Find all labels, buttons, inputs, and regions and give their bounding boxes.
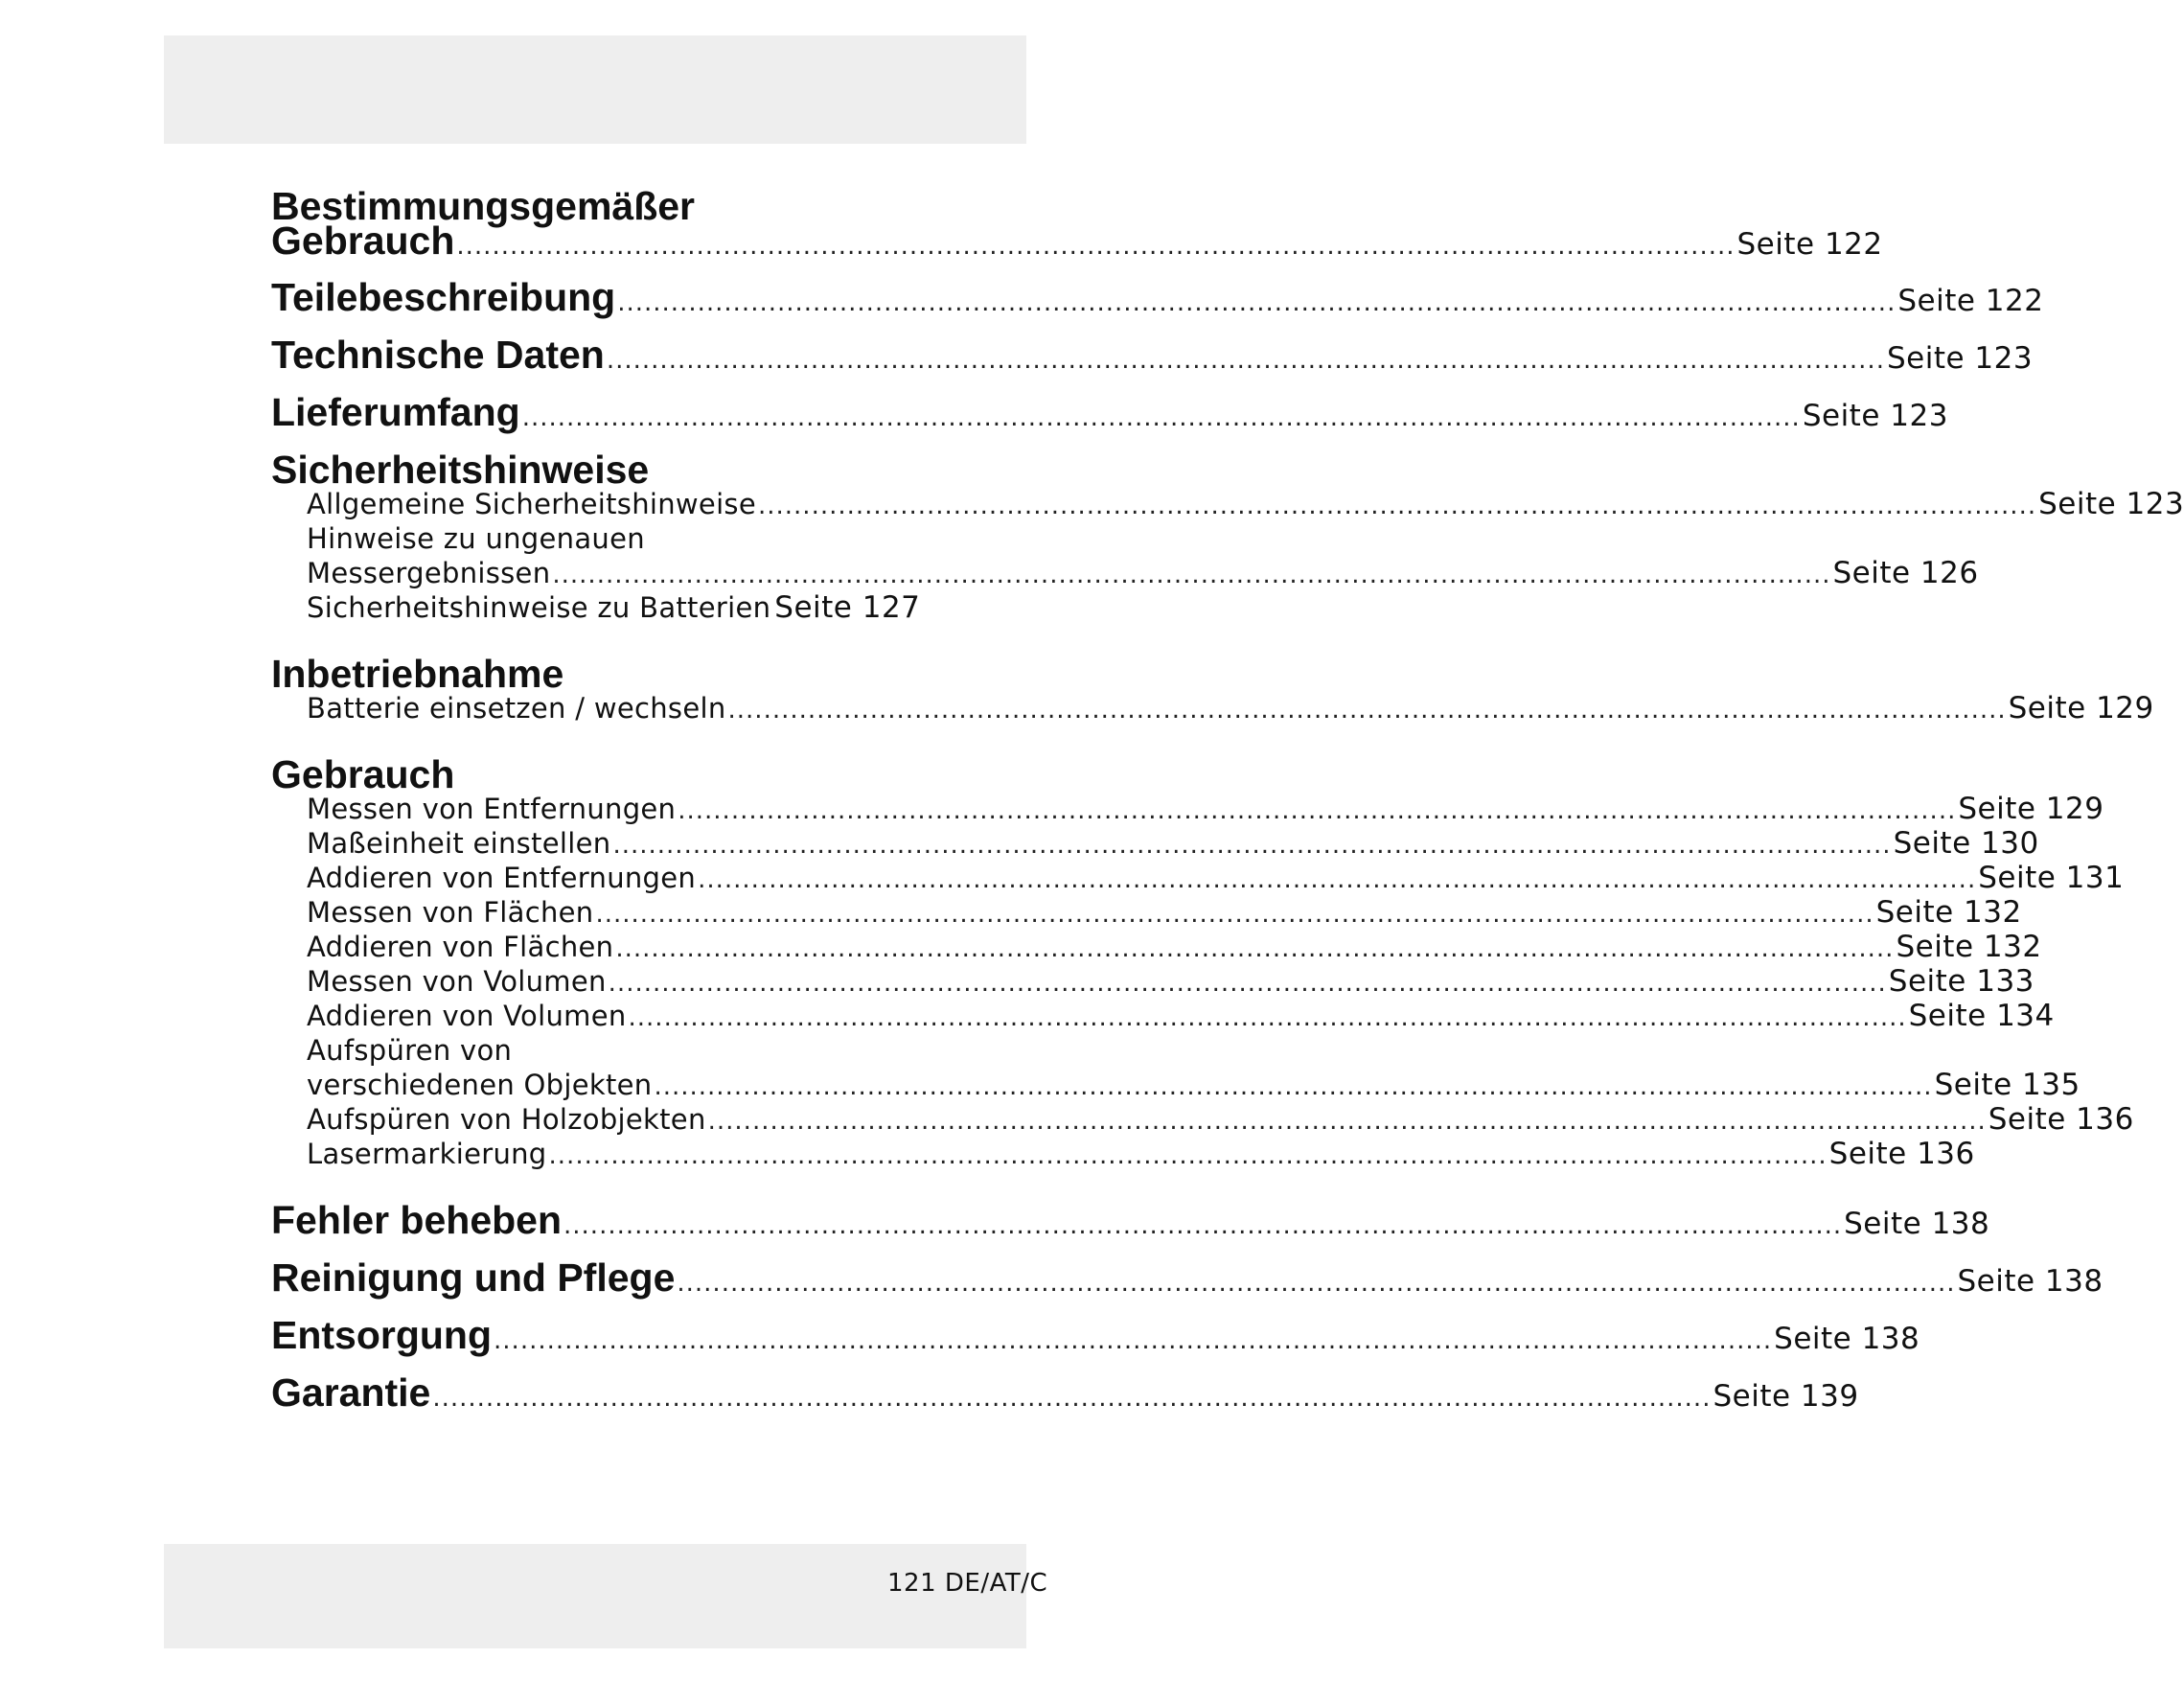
section-heading: Sicherheitshinweise: [271, 448, 650, 492]
subsection-entry: [307, 556, 1979, 590]
subsection-list: [307, 487, 2184, 625]
section-heading: Inbetriebnahme: [271, 652, 564, 696]
toc-section-gebrauch: [271, 184, 1883, 263]
section-heading: Reinigung und Pflege: [271, 1255, 676, 1300]
subsection-label: Addieren von Volumen: [307, 1000, 627, 1032]
subsection-entry: [307, 1068, 2081, 1102]
table-of-contents: [271, 184, 2184, 1415]
dot-leader: [678, 796, 1956, 825]
subsection-entry: [307, 964, 2035, 999]
section-heading-row: [271, 390, 1948, 434]
subsection-label: Sicherheitshinweise zu Batterien: [307, 591, 771, 624]
section-heading: Technische Daten: [271, 333, 605, 377]
subsection-label-line: Hinweise zu ungenauen: [307, 522, 645, 555]
subsection-label: Lasermarkierung: [307, 1138, 547, 1170]
subsection-entry: [307, 1137, 1975, 1171]
toc-section-entsorgung: [271, 1313, 1920, 1357]
page-reference: Seite 123: [2038, 487, 2184, 521]
section-heading-row: [271, 752, 913, 796]
subsection-label: Addieren von Entfernungen: [307, 862, 697, 894]
toc-section-garantie: [271, 1370, 1859, 1415]
dot-leader: [522, 403, 1801, 432]
subsection-label: Messen von Volumen: [307, 965, 607, 998]
subsection-list: [307, 691, 2154, 725]
toc-section-reinigung-und-pflege: [271, 1255, 2104, 1300]
page-number-label: 121 DE/AT/C: [887, 1569, 1048, 1598]
dot-leader: [677, 1269, 1955, 1298]
dot-leader: [708, 1107, 1987, 1136]
dot-leader: [432, 1384, 1711, 1413]
subsection-entry: [307, 999, 2055, 1033]
dot-leader: [615, 934, 1894, 963]
section-heading-row: [271, 1313, 1920, 1357]
page-reference: Seite 138: [1957, 1264, 2104, 1299]
page-reference: Seite 130: [1893, 826, 2039, 861]
subsection-label: Batterie einsetzen / wechseln: [307, 692, 726, 725]
dot-leader: [617, 288, 1896, 317]
subsection-label: Messen von Flächen: [307, 896, 594, 929]
dot-leader: [654, 1072, 1932, 1101]
page-reference: Seite 131: [1978, 861, 2125, 895]
section-heading: Lieferumfang: [271, 390, 520, 434]
dot-leader: [607, 346, 1885, 375]
section-heading: Bestimmungsgemäßer: [271, 184, 696, 228]
section-heading: Entsorgung: [271, 1313, 493, 1357]
dot-leader: [456, 232, 1735, 261]
section-heading-row: [271, 333, 2034, 377]
page-reference: Seite 139: [1713, 1379, 1859, 1414]
section-heading-row: [271, 1198, 1990, 1242]
subsection-label: Addieren von Flächen: [307, 931, 614, 963]
dot-leader: [728, 696, 2007, 725]
dot-leader: [552, 561, 1830, 589]
toc-section-inbetriebnahme: [271, 652, 2154, 725]
subsection-label: Maßeinheit einstellen: [307, 827, 611, 860]
page-reference: Seite 126: [1832, 556, 1979, 590]
dot-leader: [595, 900, 1874, 929]
page-reference: Seite 134: [1908, 999, 2055, 1033]
section-heading: Teilebeschreibung: [271, 275, 616, 319]
subsection-entry: [307, 590, 921, 625]
page-reference: Seite 127: [774, 590, 921, 625]
section-heading: Fehler beheben: [271, 1198, 563, 1242]
dot-leader: [629, 1003, 1907, 1032]
toc-section-teilebeschreibung: [271, 275, 2044, 319]
subsection-entry: [307, 1102, 2134, 1137]
toc-section-lieferumfang: [271, 390, 1948, 434]
section-heading-row: [271, 1370, 1859, 1415]
dot-leader: [758, 492, 2036, 520]
section-heading: Garantie: [271, 1370, 431, 1415]
page-reference: Seite 133: [1888, 964, 2035, 999]
section-heading-row: [271, 1255, 2104, 1300]
subsection-label: verschiedenen Objekten: [307, 1069, 653, 1101]
page-reference: Seite 123: [1886, 341, 2034, 376]
subsection-entry: [307, 487, 2184, 521]
subsection-entry: [307, 826, 2039, 861]
header-band: [164, 35, 1026, 144]
subsection-label: Messergebnissen: [307, 557, 551, 589]
subsection-entry: [307, 895, 2022, 930]
subsection-entry: [307, 930, 2042, 964]
page-reference: Seite 129: [1958, 792, 2104, 826]
subsection-label: Allgemeine Sicherheitshinweise: [307, 488, 756, 520]
subsection-entry: [307, 792, 2104, 826]
subsection-entry: [307, 691, 2154, 725]
dot-leader: [549, 1141, 1828, 1170]
page-reference: Seite 122: [1897, 284, 2044, 318]
toc-section-gebrauch: [271, 752, 2134, 1171]
subsection-list: [307, 792, 2134, 1171]
dot-leader: [612, 831, 1891, 860]
page-reference: Seite 136: [1828, 1137, 1975, 1171]
page-reference: Seite 129: [2008, 691, 2154, 725]
subsection-label: Messen von Entfernungen: [307, 793, 677, 825]
section-heading: Gebrauch: [271, 219, 455, 263]
section-heading-row: [271, 652, 913, 696]
page-reference: Seite 132: [1896, 930, 2042, 964]
page-reference: Seite 138: [1774, 1322, 1920, 1356]
toc-section-fehler-beheben: [271, 1198, 1990, 1242]
subsection-label-line: Aufspüren von: [307, 1034, 513, 1067]
section-heading-row: [271, 448, 913, 492]
dot-leader: [609, 969, 1887, 998]
page-reference: Seite 135: [1934, 1068, 2081, 1102]
toc-section-sicherheitshinweise: [271, 448, 2184, 625]
page-reference: Seite 132: [1875, 895, 2022, 930]
subsection-label: Aufspüren von Holzobjekten: [307, 1103, 706, 1136]
dot-leader: [698, 865, 1976, 894]
page-reference: Seite 136: [1988, 1102, 2134, 1137]
dot-leader: [494, 1326, 1772, 1355]
section-heading-row: [271, 219, 1883, 263]
dot-leader: [563, 1211, 1842, 1240]
section-heading: Gebrauch: [271, 752, 455, 796]
page-reference: Seite 123: [1802, 399, 1948, 433]
manual-page: [164, 35, 2184, 1648]
section-heading-row: [271, 275, 2044, 319]
page-reference: Seite 122: [1736, 227, 1883, 262]
toc-section-technische-daten: [271, 333, 2034, 377]
subsection-entry: [307, 861, 2125, 895]
page-reference: Seite 138: [1844, 1207, 1990, 1241]
